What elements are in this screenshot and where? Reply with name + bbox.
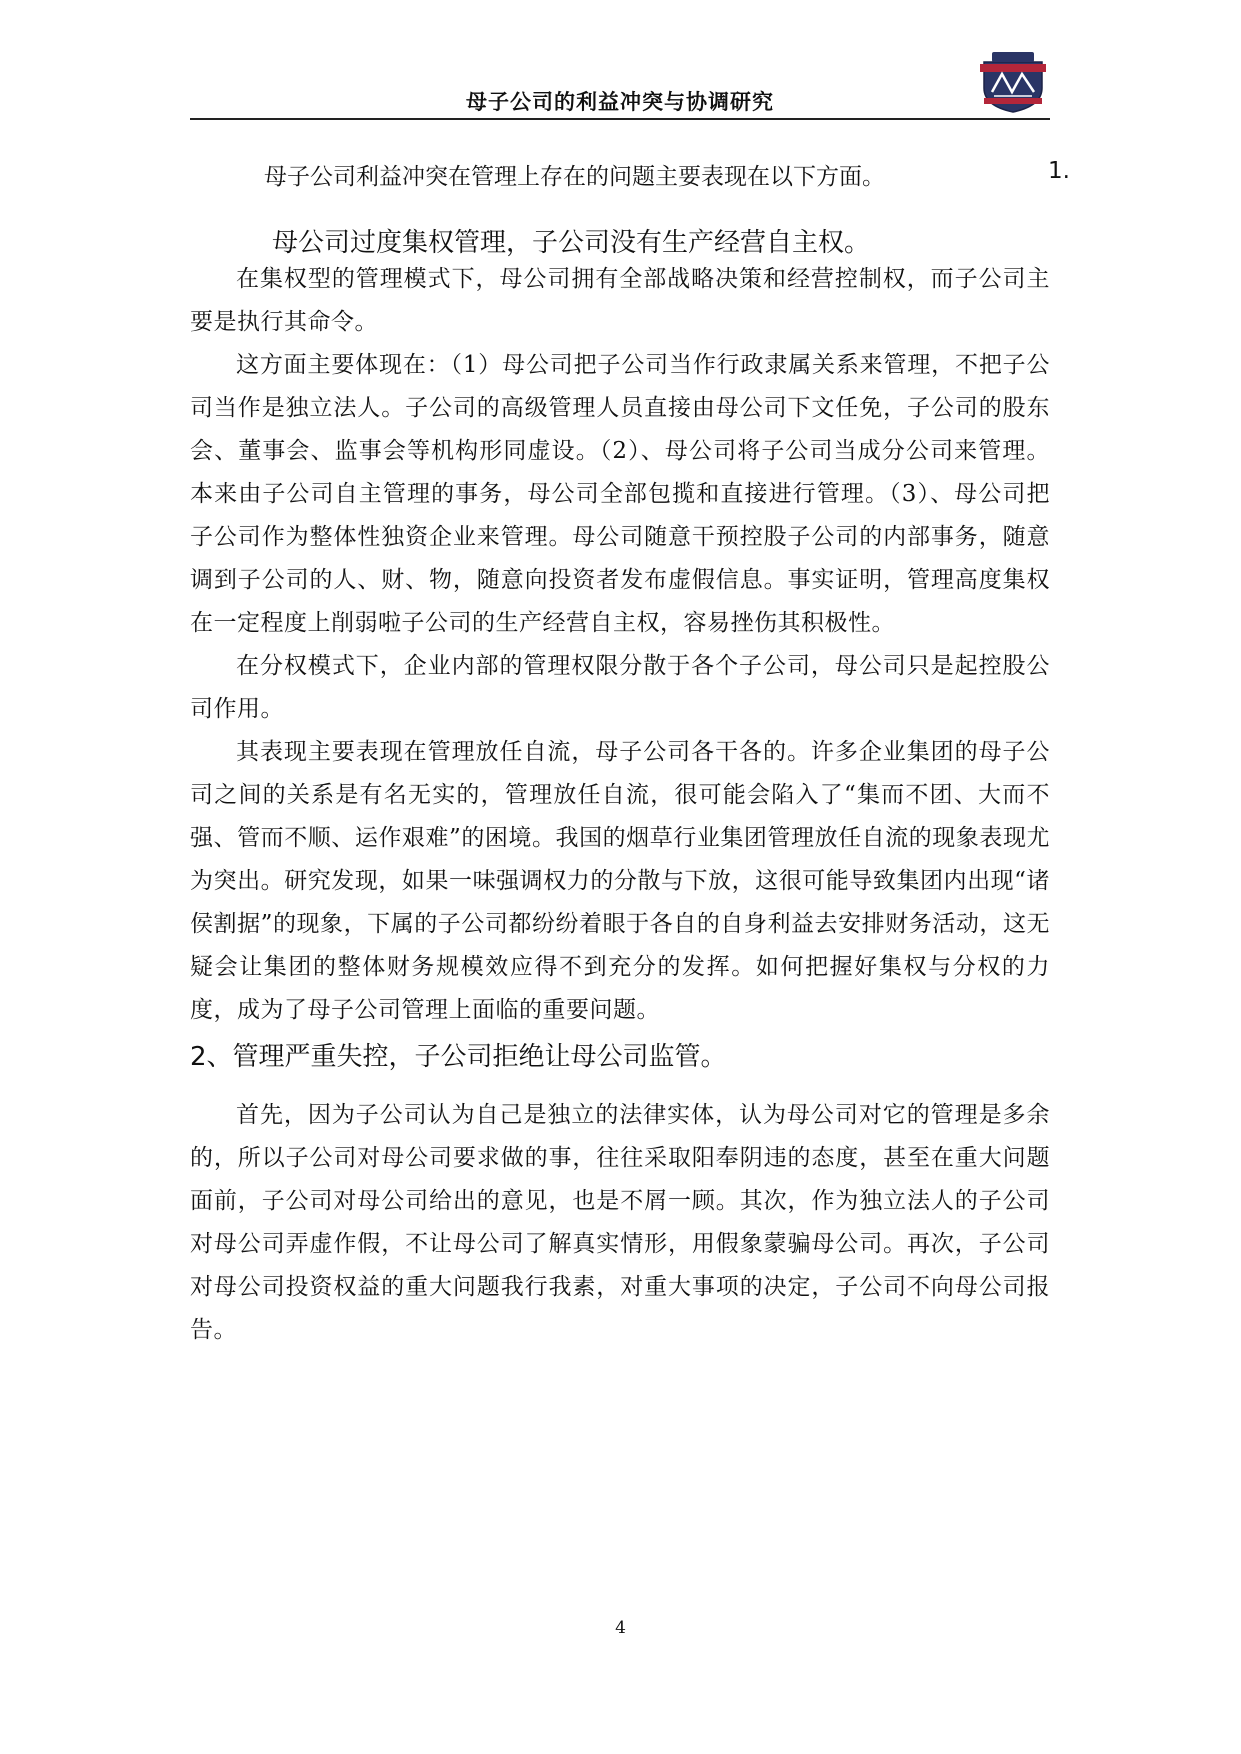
body-section-1 xyxy=(190,258,1050,1352)
intro-line xyxy=(190,158,1070,191)
paragraph: 首先，因为子公司认为自己是独立的法律实体，认为母公司对它的管理是多余的，所以子公司对母公司要求做的事，往往采取阳奉阴违的态度，甚至在重大问题面前，子公司对母公司给出的意见，也是不屑一顾。其次，作为独立法人的子公司对母公司弄虚作假，不让母公司了解真实情形，用假象蒙骗母公司。再次，子公司对母公司投资权益的重大问题我行我素，对重大事项的决定，子公司不向母公司报告。 xyxy=(190,1102,1050,1343)
page-number: 4 xyxy=(615,1618,626,1638)
paragraph: 这方面主要体现在：（1）母公司把子公司当作行政隶属关系来管理，不把子公司当作是独立法人。子公司的高级管理人员直接由母公司下文任免，子公司的股东会、董事会、监事会等机构形同虚设。（2）、母公司将子公司当成分公司来管理。本来由子公司自主管理的事务，母公司全部包揽和直接进行管理。（3）、母公司把子公司作为整体性独资企业来管理。母公司随意干预控股子公司的内部事务，随意调到子公司的人、财、物，随意向投资者发布虚假信息。事实证明，管理高度集权在一定程度上削弱啦子公司的生产经营自主权，容易挫伤其积极性。 xyxy=(190,352,1050,636)
paragraph: 其表现主要表现在管理放任自流，母子公司各干各的。许多企业集团的母子公司之间的关系是有名无实的，管理放任自流，很可能会陷入了“集而不团、大而不强、管而不顺、运作艰难”的困境。我国的烟草行业集团管理放任自流的现象表现尤为突出。研究发现，如果一味强调权力的分散与下放，这很可能导致集团内出现“诸侯割据”的现象，下属的子公司都纷纷着眼于各自的自身利益去安排财务活动，这无疑会让集团的整体财务规模效应得不到充分的发挥。如何把握好集权与分权的力度，成为了母子公司管理上面临的重要问题。 xyxy=(190,739,1050,1023)
paragraph: 在集权型的管理模式下，母公司拥有全部战略决策和经营控制权，而子公司主要是执行其命令。 xyxy=(190,266,1050,335)
header-rule xyxy=(190,118,1050,120)
section-heading-1: 母公司过度集权管理，子公司没有生产经营自主权。 xyxy=(272,228,871,258)
university-crest-icon xyxy=(978,48,1048,114)
paragraph: 在分权模式下，企业内部的管理权限分散于各个子公司，母公司只是起控股公司作用。 xyxy=(190,653,1050,722)
section-number: 1. xyxy=(1048,158,1070,184)
page-header xyxy=(190,82,1050,118)
header-title: 母子公司的利益冲突与协调研究 xyxy=(466,90,774,114)
section-heading-2: 2、管理严重失控，子公司拒绝让母公司监管。 xyxy=(190,1042,727,1072)
intro-text: 母子公司利益冲突在管理上存在的问题主要表现在以下方面。 xyxy=(264,164,885,190)
